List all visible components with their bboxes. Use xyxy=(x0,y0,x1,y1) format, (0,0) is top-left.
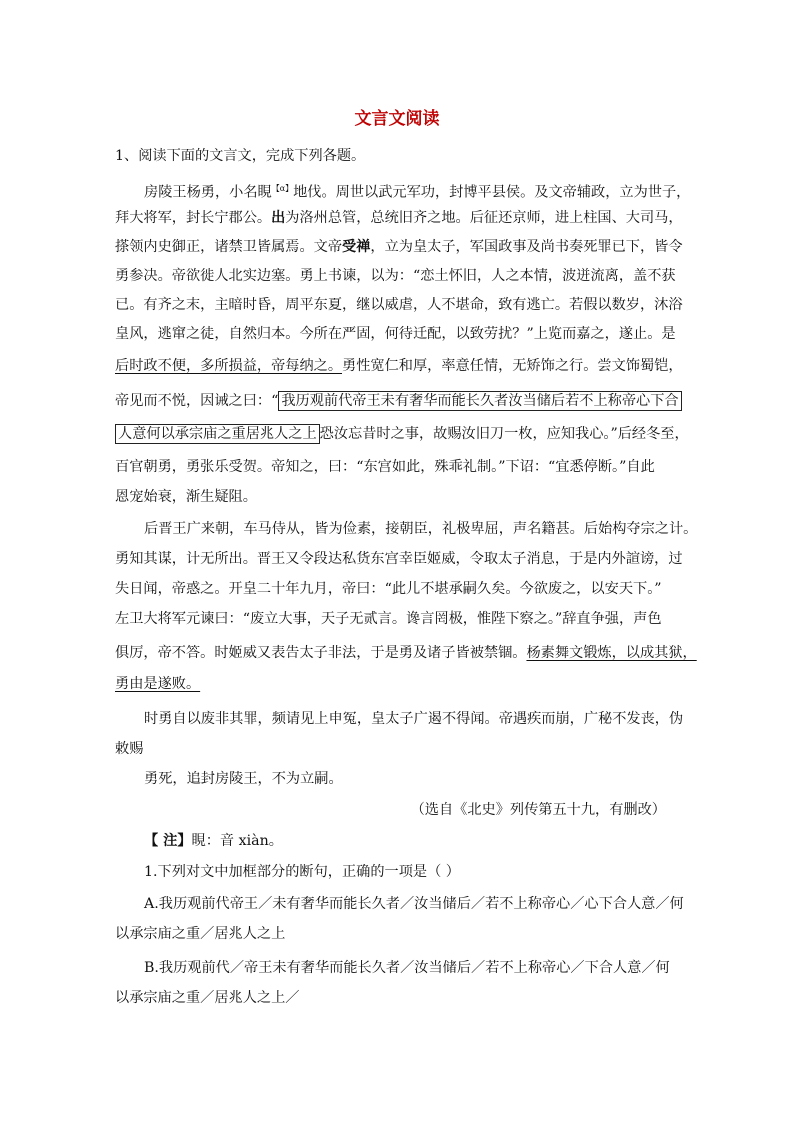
question-stem: 1.下列对文中加框部分的断句，正确的一项是（ ） xyxy=(144,864,460,880)
text-span: 拜大将军，封长宁郡公。 xyxy=(115,210,272,226)
passage-line: 恩宠始衰，渐生疑阻。 xyxy=(115,489,257,505)
passage-line: 勇参决。帝欲徙人北实边塞。勇上书谏，以为：“恋土怀旧，人之本情，波迸流离，盖不获 xyxy=(115,268,676,284)
passage-line xyxy=(115,391,682,411)
passage-line xyxy=(144,179,690,203)
passage-line xyxy=(115,237,683,257)
text-span: 搽领内史御正，诸禁卫皆属焉。文帝 xyxy=(115,239,343,255)
passage-line xyxy=(115,424,689,444)
option-b-line: B.我历观前代／帝王未有奢华而能长久者／汝当储后／若不上称帝心／下合人意／何 xyxy=(144,960,670,976)
passage-line: 失日闻，帝惑之。开皇二十年九月，帝曰：“此儿不堪承嗣久矣。今欲废之，以安天下。” xyxy=(115,581,662,597)
passage-line: 后晋王广来朝，车马侍从，皆为俭素，接朝臣，礼极卑屈，声名籍甚。后始构夺宗之计。 xyxy=(144,521,698,537)
passage-line: 皇风，逃窜之徒，自然归本。今所在严固，何待迁配，以致劳扰？”上览而嘉之，遂止。是 xyxy=(115,326,676,342)
note-text: 睍：音 xiàn。 xyxy=(191,833,283,849)
note-label: 【 注】 xyxy=(144,833,192,849)
text-span: 地伐。周世以武元军功，封博平县侯。及文帝辅政，立为世子， xyxy=(293,184,691,201)
passage-line xyxy=(115,356,683,376)
text-span: 为洛州总管，总统旧齐之地。后征还京师，进上柱国、大司马， xyxy=(285,210,683,226)
boxed-sentence: 我历观前代帝王未有奢华而能长久者汝当储后若不上称帝心下合 xyxy=(278,391,681,411)
text-span: 恐汝忘昔时之事，故赐汝旧刀一枚，应知我心。”后经冬至， xyxy=(319,426,689,442)
text-span: 房陵王杨勇，小名睍 xyxy=(144,184,272,201)
note-line xyxy=(144,831,283,851)
source-citation: （选自《北史》列传第五十九，有删改） xyxy=(410,802,666,818)
passage-line: 时勇自以废非其罪，频请见上申冤，皇太子广遏不得闻。帝遇疾而崩，广秘不发丧，伪 xyxy=(144,711,684,727)
passage-line: 敕赐 xyxy=(115,741,144,757)
text-span: 勇性宽仁和厚，率意任情，无矫饰之行。尝文饰蜀铠， xyxy=(342,358,683,374)
passage-line: 百官朝勇，勇张乐受贺。帝知之，曰：“东宫如此，殊乖礼制。”下诏：“宜悉停断。”自此 xyxy=(115,459,655,475)
passage-line: 左卫大将军元谏曰：“废立大事，天子无贰言。谗言罔极，惟陛下察之。”辞直争强，声色 xyxy=(115,611,662,627)
option-b-line: 以承宗庙之重／居兆人之上／ xyxy=(115,990,300,1006)
boxed-sentence: 人意何以承宗庙之重居兆人之上 xyxy=(115,424,320,444)
passage-line: 勇死，追封房陵王，不为立嗣。 xyxy=(144,771,343,787)
bold-keyword: 出 xyxy=(271,210,286,226)
underlined-sentence: 杨素舞文锻炼，以成其狱， xyxy=(526,645,697,661)
page-title: 文言文阅读 xyxy=(354,109,440,129)
bold-keyword: 受禅 xyxy=(342,239,371,255)
question-intro: 1、阅读下面的文言文，完成下列各题。 xyxy=(115,148,366,164)
note-marker: 【α】 xyxy=(271,184,294,193)
passage-line: 已。有齐之末，主暗时昏，周平东夏，继以威虐，人不堪命，致有逃亡。若假以数岁，沐浴 xyxy=(115,297,683,313)
option-a-line: 以承宗庙之重／居兆人之上 xyxy=(115,926,286,942)
text-span: 帝见而不悦，因诫之曰：“ xyxy=(115,393,279,409)
text-span: 俱厉，帝不答。时姬威又表告太子非法，于是勇及诸子皆被禁锢。 xyxy=(115,645,527,661)
underlined-sentence: 后时政不便，多所损益，帝每纳之。 xyxy=(115,358,343,374)
passage-line xyxy=(115,643,697,663)
passage-line: 勇知其谋，计无所出。晋王又令段达私货东宫幸臣姬威，令取太子消息，于是内外諠谤，过 xyxy=(115,551,683,567)
passage-line xyxy=(115,674,200,694)
underlined-sentence: 勇由是遂败。 xyxy=(115,676,201,692)
option-a-line: A.我历观前代帝王／未有奢华而能长久者／汝当储后／若不上称帝心／心下合人意／何 xyxy=(144,896,684,912)
passage-line xyxy=(115,208,683,228)
text-span: ，立为皇太子，军国政事及尚书奏死罪已下，皆令 xyxy=(370,239,683,255)
